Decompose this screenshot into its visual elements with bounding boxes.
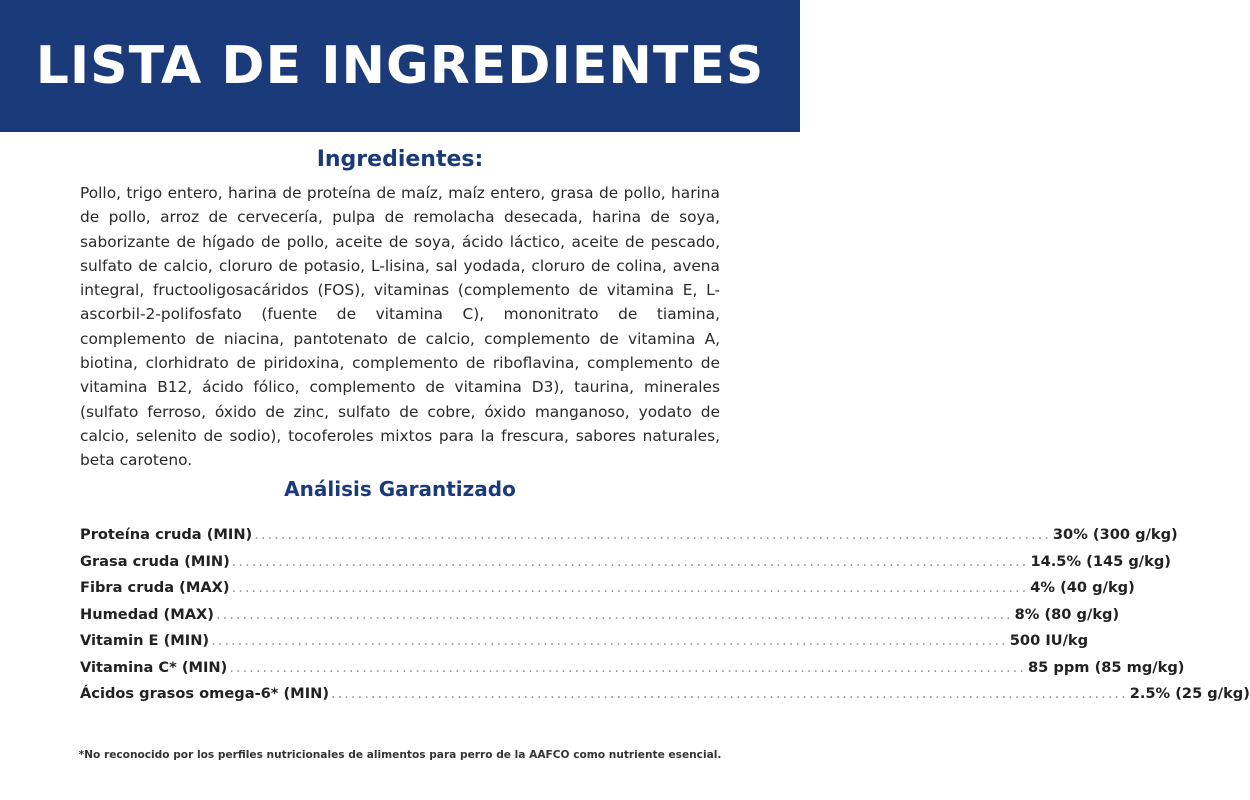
guaranteed-analysis-heading: Análisis Garantizado — [284, 477, 516, 501]
analysis-value: 85 ppm (85 mg/kg) — [1028, 658, 1185, 676]
analysis-label: Proteína cruda (MIN) — [80, 526, 253, 543]
analysis-value: 2.5% (25 g/kg) — [1129, 685, 1250, 702]
leader-dots: ........................................................................................................................ — [211, 632, 1008, 649]
analysis-row-protein — [80, 526, 1178, 553]
leader-dots: ........................................................................................................................ — [231, 579, 1029, 596]
analysis-value: 8% (80 g/kg) — [1014, 605, 1120, 623]
analysis-value: 4% (40 g/kg) — [1030, 579, 1135, 596]
analysis-row-fiber — [80, 579, 1135, 606]
ingredients-heading: Ingredientes: — [316, 147, 484, 172]
analysis-value: 14.5% (145 g/kg) — [1030, 552, 1171, 570]
ingredients-list: Pollo, trigo entero, harina de proteína de maíz, maíz entero, grasa de pollo, harina de pollo, arroz de cervecería, pulpa de remolacha desecada, harina de soya, saborizante de hígado de pollo, aceite de soya, ácido láctico, aceite de pescado, sulfato de calcio, cloruro de potasio, L-lisina, sal yodada, cloruro de colina, avena integral, fructooligosacáridos (FOS), vitaminas (complemento de vitamina E, L-ascorbil-2-polifosfato (fuente de vitamina C), mononitrato de tiamina, complemento de niacina, pantotenato de calcio, complemento de vitamina A, biotina, clorhidrato de piridoxina, complemento de riboflavina, complemento de vitamina B12, ácido fólico, complemento de vitamina D3), taurina, minerales (sulfato ferroso, óxido de zinc, sulfato de cobre, óxido manganoso, yodato de calcio, selenito de sodio), tocoferoles mixtos para la frescura, sabores naturales, beta caroteno. — [80, 184, 720, 470]
analysis-value: 30% (300 g/kg) — [1052, 526, 1178, 543]
analysis-label: Vitamin E (MIN) — [80, 632, 210, 649]
analysis-row-omega-6 — [80, 685, 1250, 712]
leader-dots: ........................................................................................................................ — [229, 658, 1026, 676]
leader-dots: ........................................................................................................................ — [215, 605, 1013, 623]
analysis-row-vitamin-e — [80, 632, 1089, 659]
analysis-row-vitamin-c — [80, 658, 1185, 686]
analysis-row-fat — [80, 552, 1171, 580]
analysis-label: Humedad (MAX) — [80, 605, 214, 623]
leader-dots: ........................................................................................................................ — [254, 526, 1051, 543]
analysis-label: Fibra cruda (MAX) — [80, 579, 230, 596]
leader-dots: ........................................................................................................................ — [231, 552, 1029, 570]
leader-dots: ........................................................................................................................ — [331, 685, 1128, 702]
header-banner — [0, 0, 800, 132]
analysis-label: Vitamina C* (MIN) — [80, 658, 228, 676]
page-title: LISTA DE INGREDIENTES — [35, 36, 765, 96]
analysis-row-moisture — [80, 605, 1120, 633]
analysis-value: 500 IU/kg — [1009, 632, 1089, 649]
analysis-label: Grasa cruda (MIN) — [80, 552, 230, 570]
footnote: *No reconocido por los perfiles nutricionales de alimentos para perro de la AAFCO como nutriente esencial. — [78, 749, 722, 761]
guaranteed-analysis-table — [80, 526, 1250, 712]
analysis-label: Ácidos grasos omega-6* (MIN) — [80, 685, 330, 702]
